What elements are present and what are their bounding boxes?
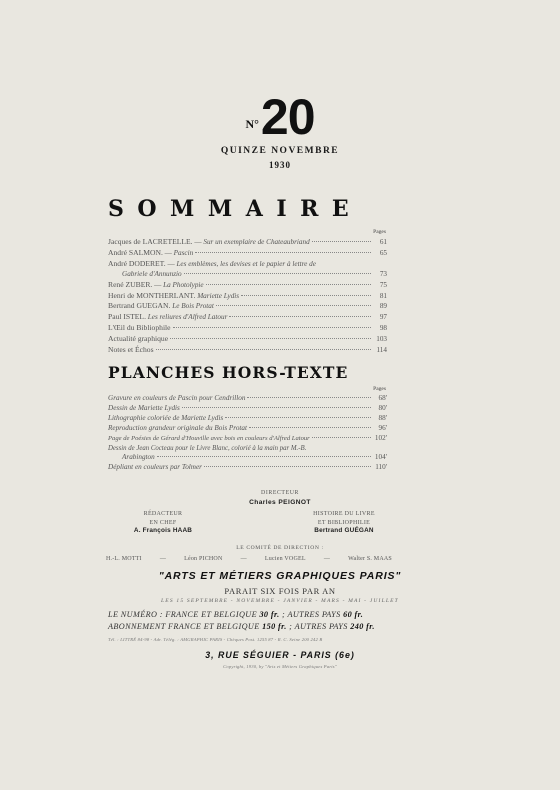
contact-line: Tél. : LITTRÉ 84-98 - Adr. Télég. : AMGRAPHIC PARIS - Chèques Post. 1255 87 - R. C. Seine 200 242 B [108, 637, 323, 642]
price-value: 30 fr. [259, 610, 280, 619]
toc-row: André SALMON. — Pascin 65 [108, 247, 387, 257]
toc-page: 98 [379, 324, 387, 333]
plate-row [108, 434, 387, 444]
toc-title: Le Bois Protat [172, 302, 214, 311]
toc-author: René ZUBER. [108, 279, 153, 289]
toc-row [108, 312, 387, 323]
comite-member: H.-L. MOTTI [106, 556, 142, 562]
toc-title: Gabriele d'Annunzio [122, 269, 182, 278]
sommaire-list [108, 237, 387, 356]
toc-page: 75 [379, 280, 387, 289]
directeur-label: DIRECTEUR [261, 490, 299, 496]
toc-page: 81 [379, 291, 387, 300]
plate-row [108, 444, 387, 454]
issue-number-value: 20 [260, 89, 315, 145]
publication-title: "ARTS ET MÉTIERS GRAPHIQUES PARIS" [158, 570, 402, 582]
toc-page: 61 [379, 238, 387, 246]
toc-section: Notes et Échos [108, 345, 154, 355]
planches-heading: PLANCHES HORS-TEXTE [108, 363, 349, 382]
price-value: 60 fr. [343, 610, 364, 619]
plate-page: 102' [374, 433, 387, 442]
issue-number [0, 89, 560, 145]
planches-list [108, 394, 387, 473]
toc-title: La Photolypie [163, 280, 204, 289]
toc-row: René ZUBER. — La Photolypie 75 [108, 279, 387, 289]
price-issue: LE NUMÉRO : FRANCE ET BELGIQUE 30 fr. ; AUTRES PAYS 60 fr. [108, 610, 364, 619]
directeur-name: Charles PEIGNOT [249, 499, 311, 506]
toc-page: 73 [379, 269, 387, 278]
plate-title: Dessin de Jean Cocteau pour le Livre Blanc, colorié à la main par M.-B. [108, 444, 307, 452]
comite-members: H.-L. MOTTI — Léon PICHON — Lucien VOGEL — Walter S. MAAS [106, 556, 392, 562]
plate-title: Dépliant en couleurs par Tolmer [108, 463, 202, 472]
plate-page: 104' [374, 453, 387, 462]
toc-row: Jacques de LACRETELLE. — Sur un exemplaire de Chateaubriand 61 [108, 237, 387, 246]
address: 3, RUE SÉGUIER - PARIS (6e) [205, 650, 355, 660]
plate-page: 68' [378, 394, 387, 402]
toc-row [108, 291, 387, 302]
toc-title: Sur un exemplaire de Chateaubriand [203, 238, 310, 246]
copyright: Copyright, 1930, by "Arts et Métiers Graphiques Paris" [223, 664, 337, 669]
toc-page: 114 [376, 346, 387, 355]
toc-author: Bertrand GUEGAN. [108, 301, 171, 311]
plate-row [108, 463, 387, 473]
plate-page: 80' [378, 403, 387, 412]
issue-prefix: N° [245, 117, 259, 131]
plate-title: Dessin de Mariette Lydis [108, 403, 180, 412]
toc-row [108, 301, 387, 312]
toc-section: L'Œil du Bibliophile [108, 323, 171, 333]
issue-year: 1930 [269, 160, 291, 170]
price-subscription: ABONNEMENT FRANCE ET BELGIQUE 150 fr. ; AUTRES PAYS 240 fr. [108, 622, 375, 631]
plate-title: Gravure en couleurs de Pascin pour Cendrillon [108, 394, 246, 402]
redacteur-name: A. François HAAB [133, 527, 193, 534]
histoire-label-2: ET BIBLIOPHILIE [317, 519, 371, 526]
price-value: 150 fr. [262, 622, 287, 631]
plate-title: Page de Poésies de Gérard d'Houville avec bois en couleurs d'Alfred Latour [108, 434, 310, 442]
toc-author: Henri de MONTHERLANT. [108, 290, 196, 300]
toc-page: 97 [379, 313, 387, 322]
histoire-name: Bertrand GUÉGAN [314, 527, 374, 534]
plate-row [108, 424, 387, 434]
comite-label: LE COMITÉ DE DIRECTION : [236, 545, 324, 551]
sommaire-pages-label: Pages [373, 229, 386, 235]
plate-title: Arabington [122, 453, 155, 462]
redacteur-label-2: EN CHEF [149, 519, 177, 526]
sommaire-heading: SOMMAIRE [108, 196, 363, 222]
toc-row [108, 345, 387, 356]
histoire-block [300, 510, 388, 536]
toc-title: Les emblèmes, les devises et le papier à lettre de [176, 259, 316, 268]
plate-page: 96' [378, 423, 387, 432]
plate-row [108, 414, 387, 424]
toc-title: Mariette Lydis [197, 291, 240, 300]
plate-title: Reproduction grandeur originale du Bois Protat [108, 423, 248, 432]
frequency-line: PARAIT SIX FOIS PAR AN [224, 586, 336, 596]
toc-row [108, 323, 387, 334]
toc-row: André DODERET. — Les emblèmes, les devises et le papier à lettre de [108, 258, 316, 268]
redacteur-block [108, 510, 218, 536]
toc-title: Pascin [173, 248, 194, 257]
toc-page: 65 [379, 248, 387, 257]
plate-row [108, 453, 387, 463]
toc-section: Actualité graphique [108, 334, 169, 344]
toc-page: 89 [379, 302, 387, 311]
comite-member: Walter S. MAAS [348, 556, 392, 562]
toc-title: Les reliures d'Alfred Latour [147, 313, 228, 322]
issue-date: QUINZE NOVEMBRE [220, 146, 340, 156]
histoire-label: HISTOIRE DU LIVRE [313, 511, 375, 517]
toc-author: Jacques de LACRETELLE. [108, 237, 193, 246]
toc-author: Paul ISTEL. [108, 312, 146, 322]
toc-author: André DODERET. [108, 258, 166, 268]
price-value: 240 fr. [350, 622, 375, 631]
plate-page: 88' [378, 413, 387, 422]
plate-row [108, 404, 387, 414]
issue-dates: LES 15 SEPTEMBRE - NOVEMBRE - JANVIER - MARS - MAI - JUILLET [161, 598, 399, 604]
redacteur-label: RÉDACTEUR [143, 511, 183, 517]
toc-row [108, 334, 387, 345]
toc-author: André SALMON. [108, 247, 163, 257]
plate-row [108, 394, 387, 404]
comite-member: Lucien VOGEL [264, 556, 306, 562]
toc-row [108, 270, 387, 280]
planches-pages-label: Pages [373, 386, 386, 392]
toc-page: 103 [376, 335, 387, 344]
plate-title: Lithographie coloriée de Mariette Lydis [108, 413, 224, 422]
plate-page: 110' [375, 463, 387, 472]
comite-member: Léon PICHON [184, 556, 223, 562]
